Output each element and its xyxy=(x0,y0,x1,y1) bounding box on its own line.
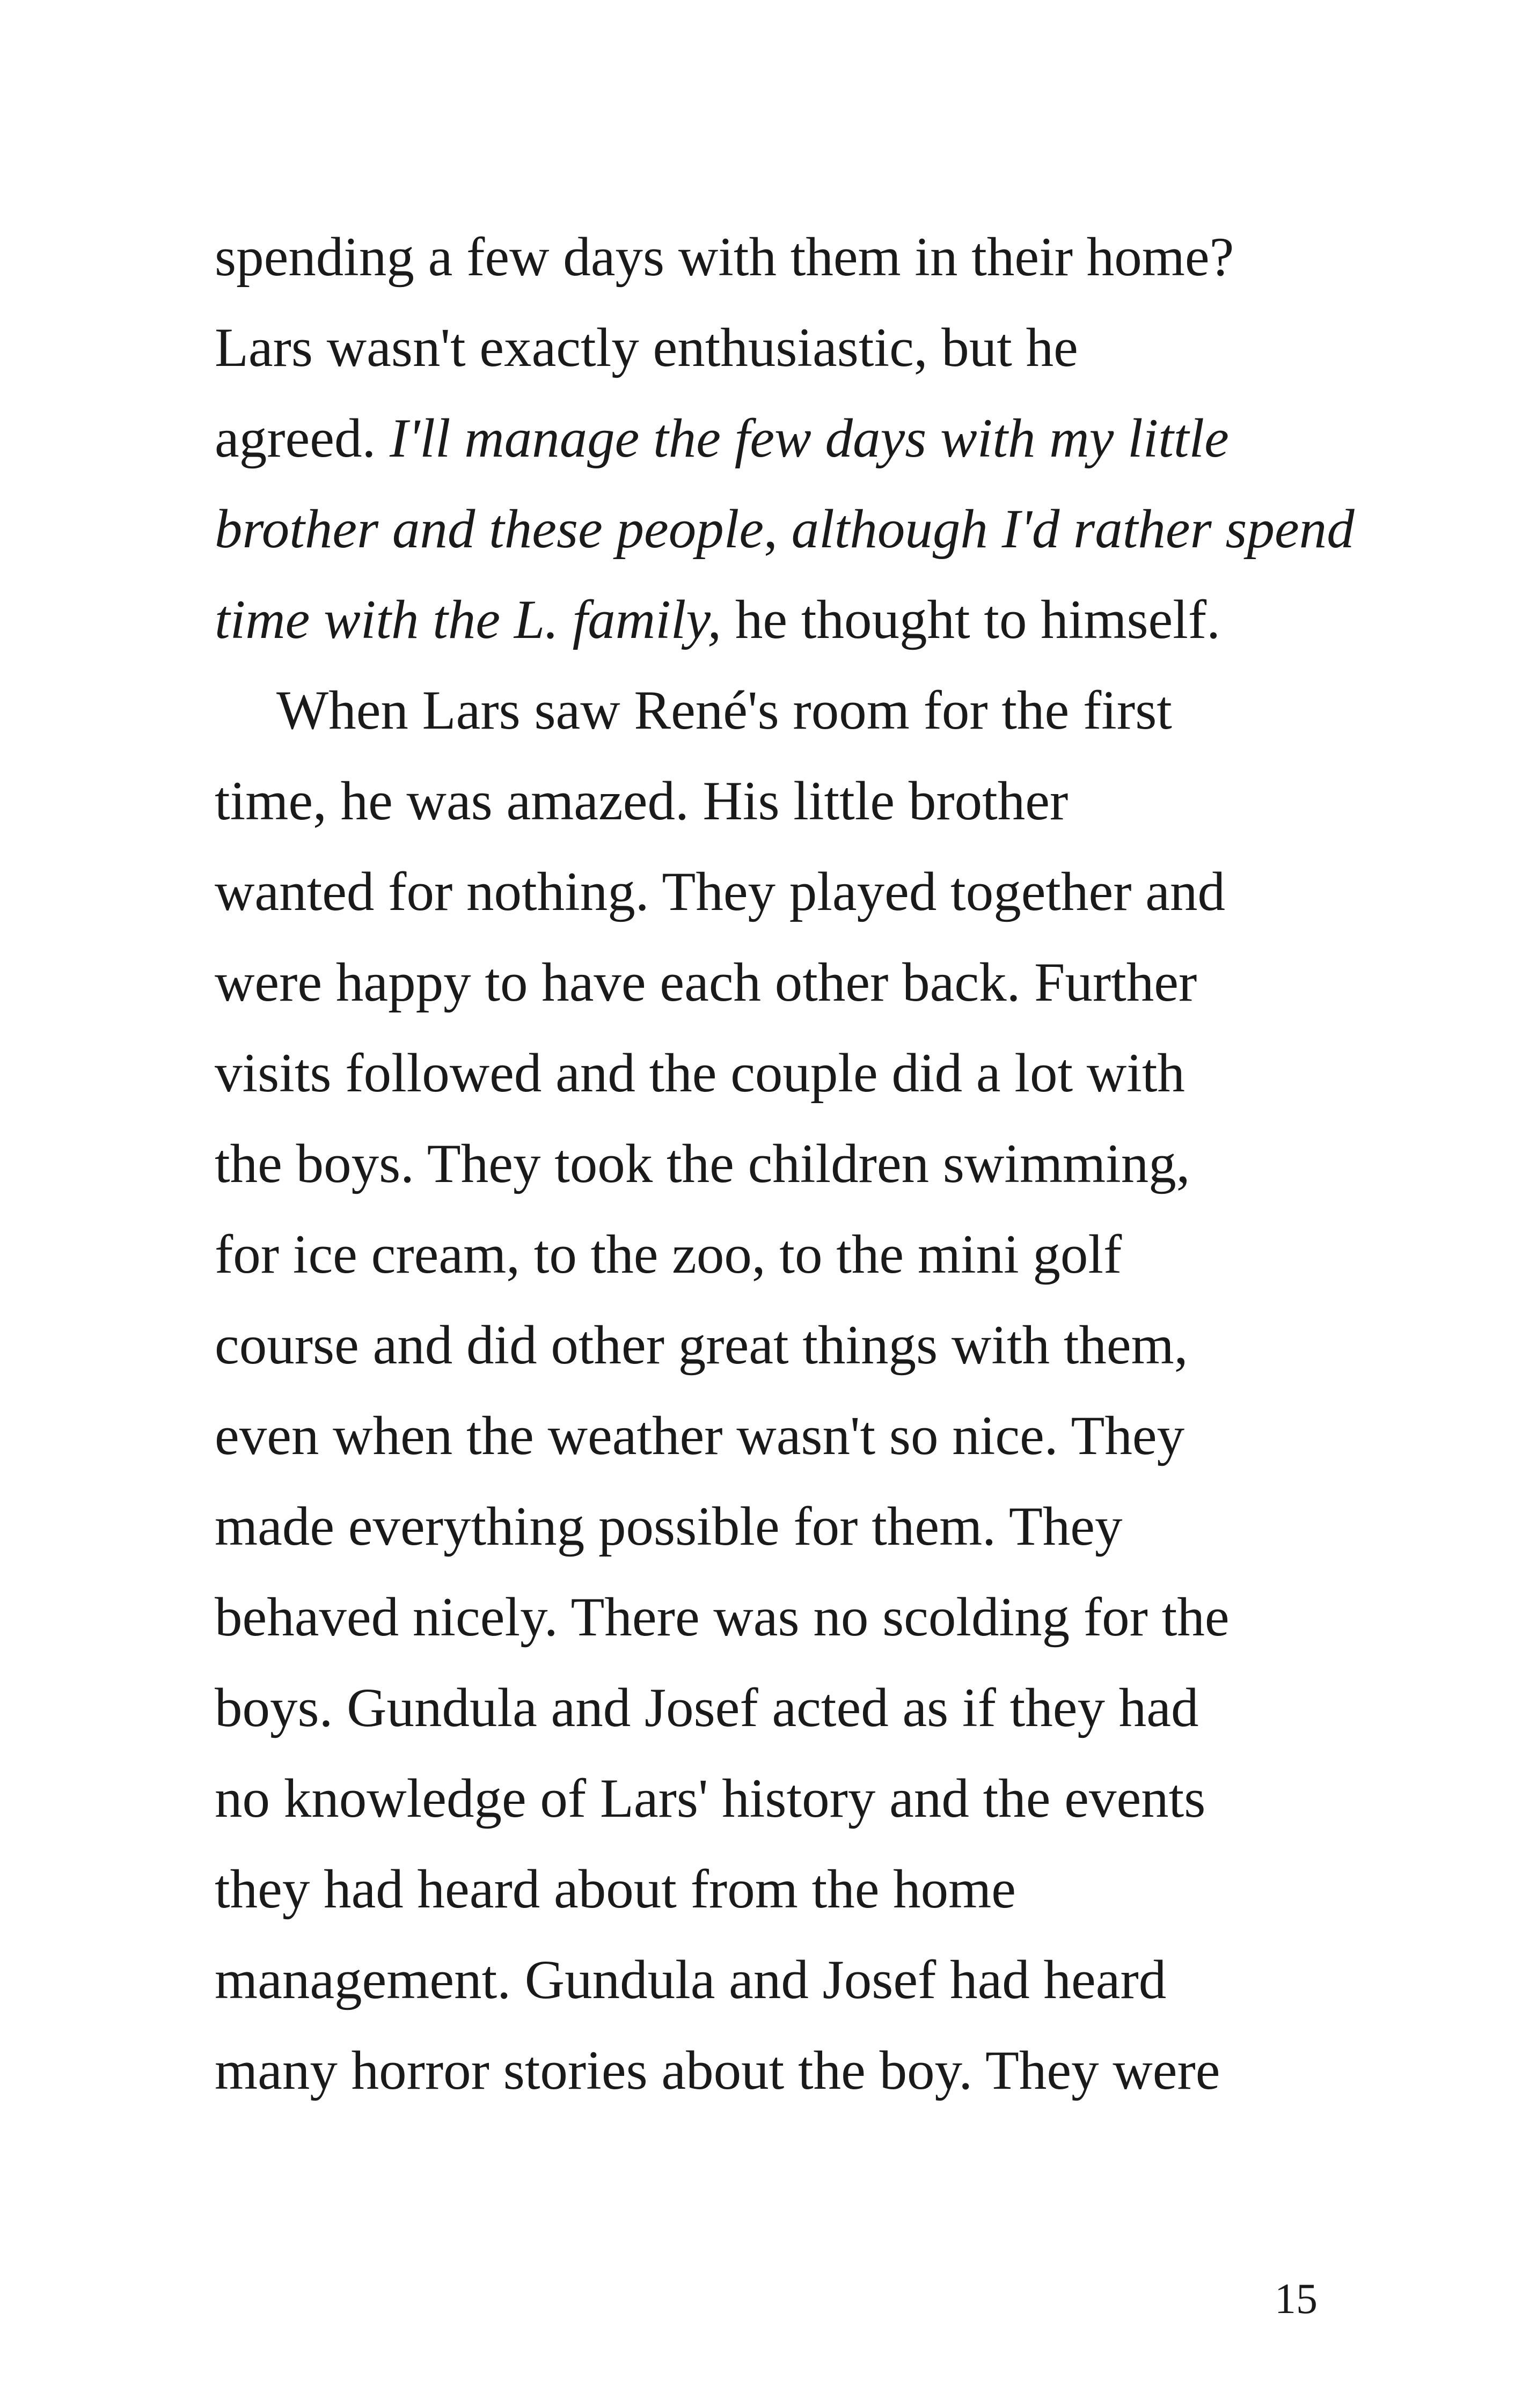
text-line: spending a few days with them in their home? xyxy=(215,226,1234,288)
text-line: boys. Gundula and Josef acted as if they had xyxy=(215,1677,1199,1738)
text-line: time with the L. family, he thought to himself. xyxy=(215,589,1220,650)
text-line: brother and these people, although I'd rather spend xyxy=(215,498,1355,560)
text-line: wanted for nothing. They played together and xyxy=(215,861,1226,922)
italic-thought: I'll manage the few days with my little xyxy=(389,408,1229,469)
body-text xyxy=(215,212,1355,2116)
italic-thought: brother and these people xyxy=(215,498,764,560)
text-line: management. Gundula and Josef had heard xyxy=(215,1949,1167,2010)
text-line: for ice cream, to the zoo, to the mini golf xyxy=(215,1224,1122,1285)
page-number: 15 xyxy=(1275,2275,1318,2323)
text-line: made everything possible for them. They xyxy=(215,1496,1123,1557)
italic-thought: although I'd rather spend xyxy=(791,498,1355,560)
text-line: course and did other great things with them, xyxy=(215,1315,1188,1376)
text-line: even when the weather wasn't so nice. They xyxy=(215,1405,1185,1466)
text-line: Lars wasn't exactly enthusiastic, but he xyxy=(215,317,1078,378)
text-line: many horror stories about the boy. They were xyxy=(215,2040,1220,2101)
italic-thought: time with the L. family, xyxy=(215,589,722,650)
text-line: the boys. They took the children swimming, xyxy=(215,1133,1190,1194)
text-line: no knowledge of Lars' history and the events xyxy=(215,1768,1206,1829)
text-line: were happy to have each other back. Further xyxy=(215,952,1197,1013)
text-line: visits followed and the couple did a lot with xyxy=(215,1043,1185,1104)
text-line: agreed. I'll manage the few days with my little xyxy=(215,408,1229,469)
paragraph-start-line: When Lars saw René's room for the first xyxy=(276,680,1172,741)
text-line: time, he was amazed. His little brother xyxy=(215,770,1069,832)
text-line: behaved nicely. There was no scolding for the xyxy=(215,1587,1230,1648)
text-line: they had heard about from the home xyxy=(215,1859,1016,1920)
